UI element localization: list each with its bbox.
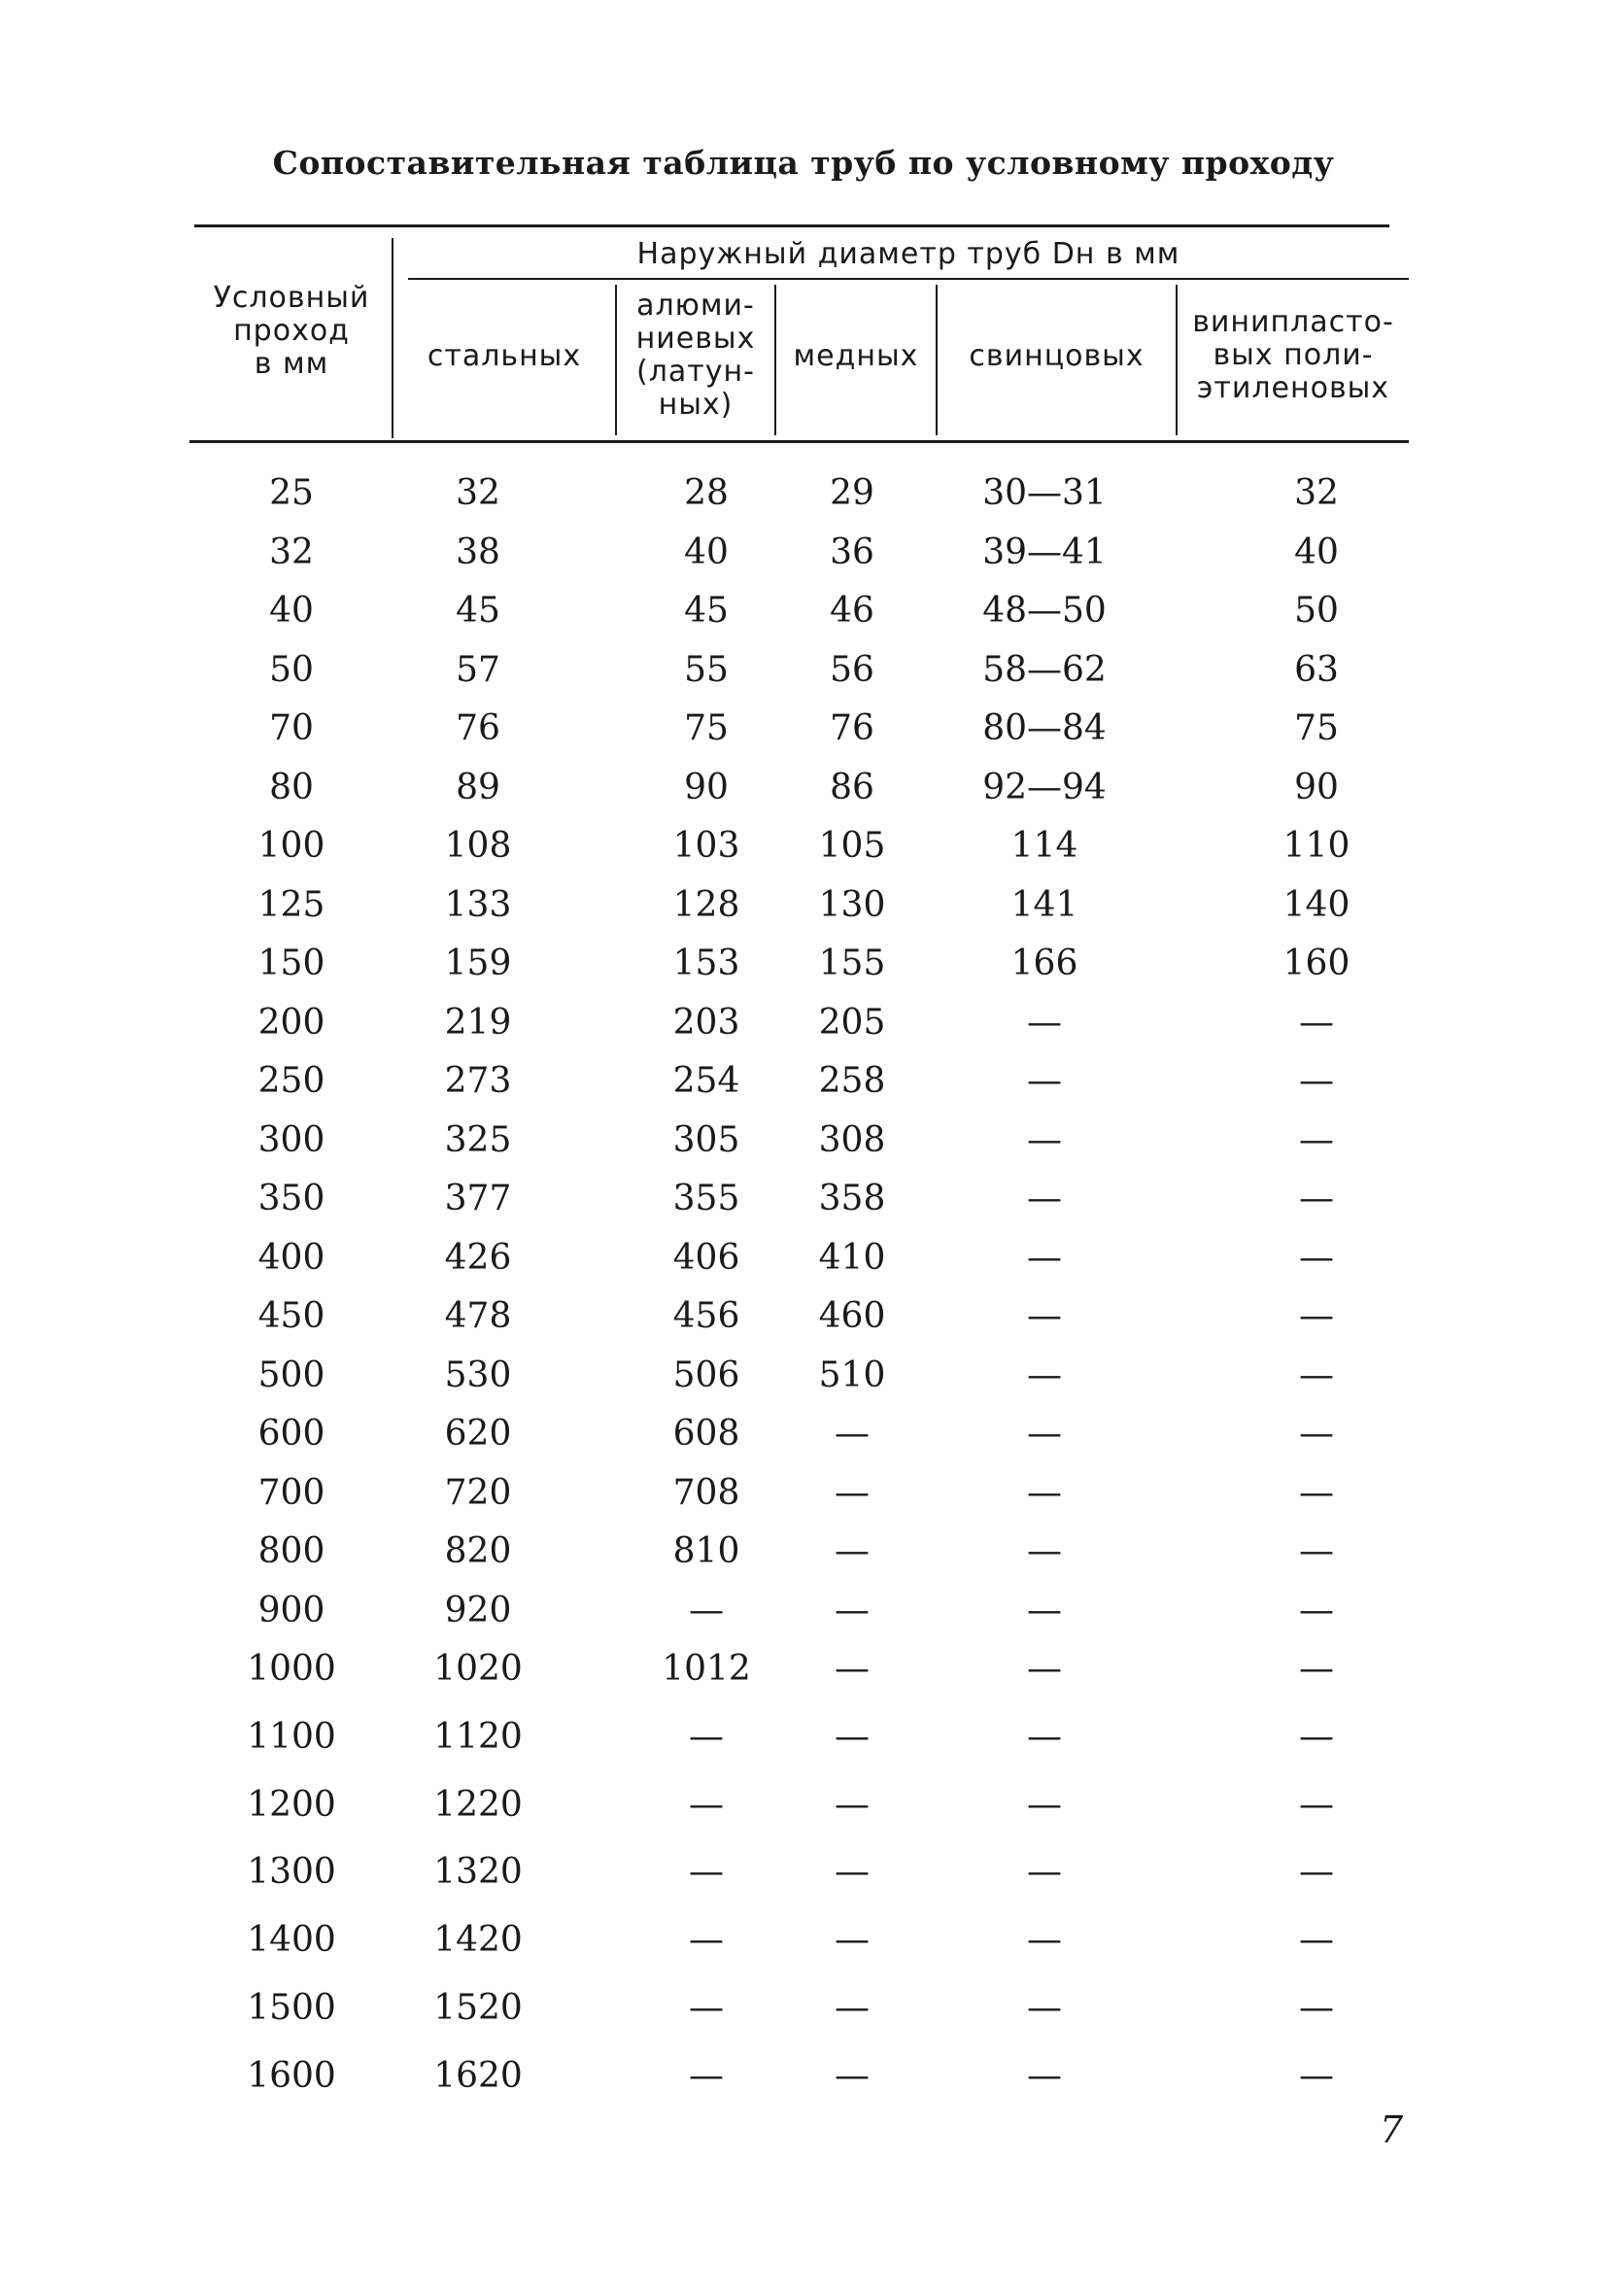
table-cell-conditional-pass: 1000 (247, 1649, 336, 1689)
table-cell-copper: 46 (830, 591, 874, 631)
table-cell-vinyl: — (1299, 1355, 1334, 1395)
table-cell-aluminum: 608 (672, 1414, 740, 1454)
table-cell-conditional-pass: 700 (257, 1473, 325, 1513)
table-cell-steel: 920 (444, 1591, 512, 1630)
table-cell-aluminum: 55 (684, 650, 729, 690)
table-cell-aluminum: 75 (684, 708, 729, 748)
header-conditional-pass-line-1: Условный (213, 281, 370, 315)
table-cell-copper: — (835, 1473, 870, 1513)
table-cell-aluminum: — (689, 1852, 724, 1892)
header-bottom-rule (189, 440, 1409, 443)
header-col-lead-line-1: свинцовых (969, 339, 1145, 373)
table-cell-steel: 219 (444, 1003, 512, 1043)
header-conditional-pass-line-2: проход (233, 314, 350, 348)
table-cell-lead: — (1027, 1179, 1062, 1218)
table-cell-steel: 273 (444, 1061, 512, 1101)
table-cell-vinyl: — (1299, 1591, 1334, 1630)
table-cell-vinyl: — (1299, 1179, 1334, 1218)
table-cell-aluminum: 90 (684, 768, 729, 807)
table-cell-conditional-pass: 1500 (247, 1988, 336, 2028)
table-cell-aluminum: 305 (672, 1120, 740, 1160)
header-col-steel (393, 340, 615, 373)
table-cell-vinyl: 63 (1294, 650, 1339, 690)
table-cell-steel: 1220 (433, 1785, 523, 1825)
header-col-vinyl-line-2: вых поли- (1213, 338, 1374, 372)
table-cell-conditional-pass: 1300 (247, 1852, 336, 1892)
header-col-vinyl-line-3: этиленовых (1196, 371, 1390, 405)
table-cell-steel: 45 (456, 591, 500, 631)
table-cell-vinyl: 50 (1294, 591, 1339, 631)
table-cell-lead: — (1027, 1717, 1062, 1757)
header-col-aluminum-line-3: (латун- (636, 355, 755, 389)
table-cell-vinyl: — (1299, 1296, 1334, 1336)
table-cell-steel: 108 (444, 826, 512, 866)
table-cell-aluminum: — (689, 2056, 724, 2096)
table-cell-vinyl: — (1299, 1120, 1334, 1160)
table-cell-copper: — (835, 2056, 870, 2096)
table-cell-vinyl: 140 (1282, 885, 1351, 925)
header-col-aluminum-line-1: алюми- (636, 289, 755, 323)
table-cell-aluminum: 28 (684, 473, 729, 513)
table-cell-steel: 377 (444, 1179, 512, 1218)
table-cell-conditional-pass: 50 (269, 650, 314, 690)
header-col-copper-line-1: медных (793, 339, 919, 373)
table-cell-vinyl: — (1299, 1061, 1334, 1101)
header-col-aluminum (617, 290, 774, 422)
table-cell-steel: 159 (444, 943, 512, 983)
header-outer-diameter-group: Наружный диаметр труб Dн в мм (636, 237, 1180, 271)
table-cell-conditional-pass: 500 (257, 1355, 325, 1395)
table-cell-aluminum: — (689, 1591, 724, 1630)
table-cell-aluminum: 45 (684, 591, 729, 631)
table-cell-aluminum: — (689, 1717, 724, 1757)
table-cell-copper: 36 (830, 532, 874, 572)
table-cell-lead: — (1027, 1238, 1062, 1278)
table-cell-lead: 166 (1010, 943, 1078, 983)
table-cell-lead: — (1027, 1531, 1062, 1571)
table-cell-aluminum: 708 (672, 1473, 740, 1513)
table-cell-lead: 30—31 (982, 473, 1107, 513)
header-conditional-pass-line-3: в мм (254, 347, 329, 381)
table-cell-copper: 410 (818, 1238, 886, 1278)
table-top-rule (194, 224, 1389, 227)
header-col-vinyl-polyethylene (1178, 306, 1409, 405)
table-cell-conditional-pass: 80 (269, 768, 314, 807)
table-cell-conditional-pass: 200 (257, 1003, 325, 1043)
table-cell-copper: 86 (830, 768, 874, 807)
table-cell-vinyl: — (1299, 1531, 1334, 1571)
table-cell-conditional-pass: 70 (269, 708, 314, 748)
table-cell-steel: 1620 (433, 2056, 523, 2096)
table-cell-copper: — (835, 1414, 870, 1454)
table-cell-steel: 133 (444, 885, 512, 925)
table-cell-vinyl: — (1299, 1003, 1334, 1043)
table-cell-copper: 155 (818, 943, 886, 983)
table-cell-lead: 48—50 (982, 591, 1107, 631)
table-cell-vinyl: — (1299, 2056, 1334, 2096)
table-cell-aluminum: 254 (672, 1061, 740, 1101)
table-cell-steel: 1120 (433, 1717, 523, 1757)
table-cell-copper: — (835, 1649, 870, 1689)
table-cell-lead: 92—94 (982, 768, 1107, 807)
table-cell-vinyl: — (1299, 1785, 1334, 1825)
table-cell-lead: 80—84 (982, 708, 1107, 748)
table-cell-copper: — (835, 1591, 870, 1630)
table-cell-vinyl: — (1299, 1473, 1334, 1513)
table-cell-conditional-pass: 800 (257, 1531, 325, 1571)
table-cell-lead: — (1027, 1920, 1062, 1960)
table-cell-copper: 56 (830, 650, 874, 690)
table-cell-conditional-pass: 1100 (247, 1717, 336, 1757)
table-cell-aluminum: — (689, 1920, 724, 1960)
table-cell-steel: 478 (444, 1296, 512, 1336)
table-cell-lead: — (1027, 1003, 1062, 1043)
table-cell-copper: 76 (830, 708, 874, 748)
table-cell-steel: 1020 (433, 1649, 523, 1689)
table-cell-steel: 1320 (433, 1852, 523, 1892)
table-cell-vinyl: — (1299, 1852, 1334, 1892)
table-cell-copper: — (835, 1531, 870, 1571)
table-cell-aluminum: 40 (684, 532, 729, 572)
table-cell-conditional-pass: 600 (257, 1414, 325, 1454)
table-cell-copper: — (835, 1988, 870, 2028)
header-col-copper (776, 340, 936, 373)
table-cell-copper: 105 (818, 826, 886, 866)
table-cell-steel: 1420 (433, 1920, 523, 1960)
table-cell-copper: 510 (818, 1355, 886, 1395)
table-cell-aluminum: 810 (672, 1531, 740, 1571)
table-cell-conditional-pass: 1200 (247, 1785, 336, 1825)
table-cell-copper: 358 (818, 1179, 886, 1218)
table-cell-lead: 58—62 (982, 650, 1107, 690)
table-cell-copper: — (835, 1852, 870, 1892)
table-cell-steel: 57 (456, 650, 500, 690)
group-header-rule (408, 278, 1409, 280)
table-cell-lead: — (1027, 1591, 1062, 1630)
table-cell-lead: — (1027, 2056, 1062, 2096)
table-cell-steel: 325 (444, 1120, 512, 1160)
table-cell-steel: 38 (456, 532, 500, 572)
table-cell-conditional-pass: 150 (257, 943, 325, 983)
table-cell-steel: 76 (456, 708, 500, 748)
table-cell-conditional-pass: 350 (257, 1179, 325, 1218)
table-cell-aluminum: 506 (672, 1355, 740, 1395)
table-cell-aluminum: 128 (672, 885, 740, 925)
table-cell-copper: — (835, 1717, 870, 1757)
table-cell-vinyl: — (1299, 1717, 1334, 1757)
table-cell-vinyl: — (1299, 1414, 1334, 1454)
table-cell-conditional-pass: 250 (257, 1061, 325, 1101)
header-col-aluminum-line-2: ниевых (635, 322, 756, 356)
table-cell-conditional-pass: 450 (257, 1296, 325, 1336)
table-cell-copper: — (835, 1920, 870, 1960)
table-cell-vinyl: 90 (1294, 768, 1339, 807)
table-cell-lead: — (1027, 1852, 1062, 1892)
page-number: 7 (1380, 2108, 1404, 2151)
table-cell-aluminum: 153 (672, 943, 740, 983)
table-cell-lead: 141 (1010, 885, 1078, 925)
table-cell-vinyl: — (1299, 1238, 1334, 1278)
table-cell-aluminum: 1012 (662, 1649, 751, 1689)
table-cell-conditional-pass: 25 (269, 473, 314, 513)
table-cell-lead: 39—41 (982, 532, 1107, 572)
table-cell-copper: 130 (818, 885, 886, 925)
table-cell-vinyl: 160 (1282, 943, 1351, 983)
table-cell-vinyl: 110 (1282, 826, 1351, 866)
table-cell-steel: 720 (444, 1473, 512, 1513)
table-cell-copper: — (835, 1785, 870, 1825)
table-cell-copper: 258 (818, 1061, 886, 1101)
table-cell-vinyl: 75 (1294, 708, 1339, 748)
table-cell-conditional-pass: 900 (257, 1591, 325, 1630)
table-cell-copper: 308 (818, 1120, 886, 1160)
header-col-steel-line-1: стальных (427, 339, 582, 373)
table-cell-aluminum: 203 (672, 1003, 740, 1043)
table-cell-lead: — (1027, 1355, 1062, 1395)
table-cell-aluminum: — (689, 1785, 724, 1825)
header-col-vinyl-line-1: винипласто- (1192, 305, 1394, 339)
table-cell-conditional-pass: 300 (257, 1120, 325, 1160)
table-cell-lead: — (1027, 1473, 1062, 1513)
table-cell-steel: 89 (456, 768, 500, 807)
table-cell-lead: — (1027, 1414, 1062, 1454)
table-cell-steel: 820 (444, 1531, 512, 1571)
header-col-aluminum-line-4: ных) (658, 388, 734, 422)
table-cell-vinyl: — (1299, 1920, 1334, 1960)
table-cell-copper: 29 (830, 473, 874, 513)
table-cell-conditional-pass: 1400 (247, 1920, 336, 1960)
table-cell-copper: 205 (818, 1003, 886, 1043)
table-cell-steel: 530 (444, 1355, 512, 1395)
table-cell-aluminum: 456 (672, 1296, 740, 1336)
table-cell-lead: — (1027, 1988, 1062, 2028)
table-cell-steel: 426 (444, 1238, 512, 1278)
table-cell-vinyl: — (1299, 1988, 1334, 2028)
table-cell-lead: — (1027, 1649, 1062, 1689)
table-cell-steel: 32 (456, 473, 500, 513)
header-divider-1 (392, 238, 393, 438)
table-cell-conditional-pass: 100 (257, 826, 325, 866)
table-cell-conditional-pass: 40 (269, 591, 314, 631)
header-col-lead (938, 340, 1176, 373)
table-cell-conditional-pass: 125 (257, 885, 325, 925)
table-cell-steel: 620 (444, 1414, 512, 1454)
table-cell-aluminum: 406 (672, 1238, 740, 1278)
table-cell-lead: — (1027, 1785, 1062, 1825)
table-cell-lead: 114 (1010, 826, 1078, 866)
table-cell-copper: 460 (818, 1296, 886, 1336)
table-cell-vinyl: 32 (1294, 473, 1339, 513)
header-conditional-pass (194, 282, 389, 381)
table-cell-steel: 1520 (433, 1988, 523, 2028)
table-cell-aluminum: 355 (672, 1179, 740, 1218)
table-cell-aluminum: — (689, 1988, 724, 2028)
table-cell-lead: — (1027, 1120, 1062, 1160)
table-cell-conditional-pass: 32 (269, 532, 314, 572)
table-cell-conditional-pass: 400 (257, 1238, 325, 1278)
table-cell-lead: — (1027, 1061, 1062, 1101)
table-cell-aluminum: 103 (672, 826, 740, 866)
table-cell-lead: — (1027, 1296, 1062, 1336)
page-title: Сопоставительная таблица труб по условному проходу (272, 144, 1335, 182)
table-cell-conditional-pass: 1600 (247, 2056, 336, 2096)
table-cell-vinyl: 40 (1294, 532, 1339, 572)
table-cell-vinyl: — (1299, 1649, 1334, 1689)
